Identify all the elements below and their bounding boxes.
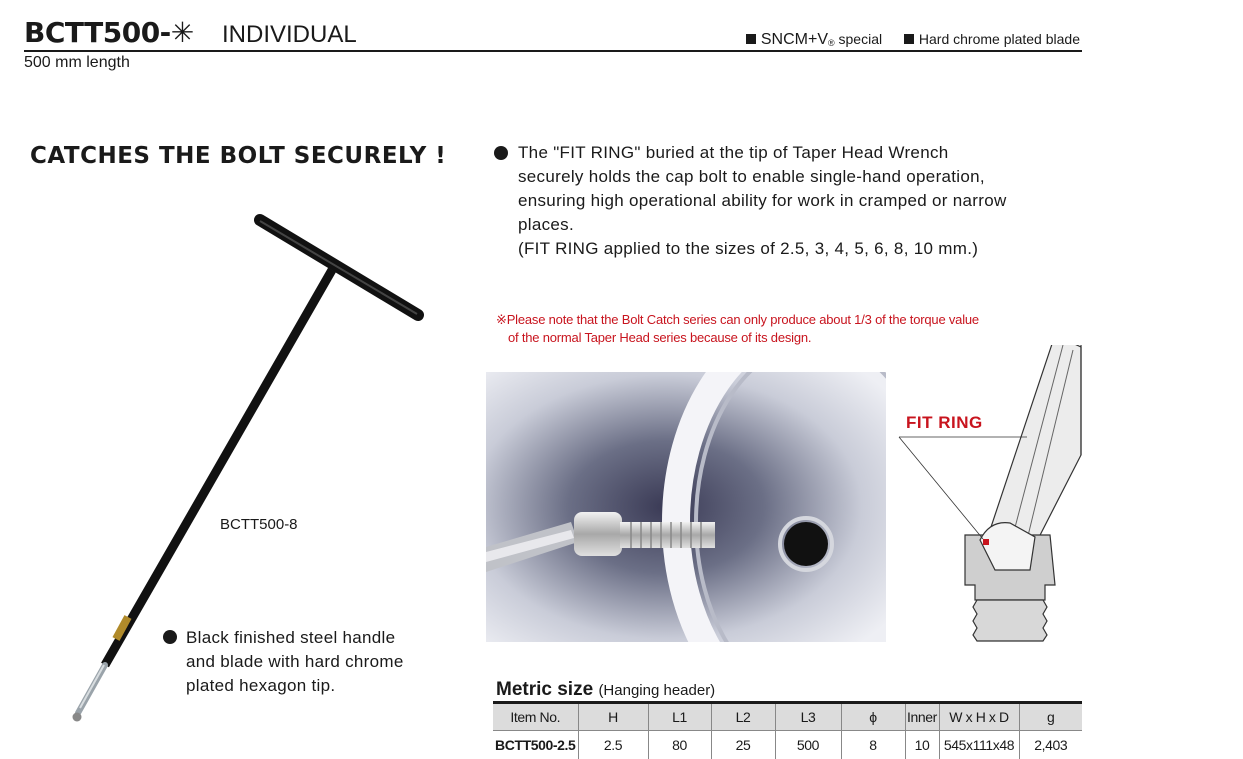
metric-size-title [496, 679, 715, 701]
table-cell: 2,403 [1019, 731, 1082, 759]
table-cell: 25 [711, 731, 775, 759]
description-line: The "FIT RING" buried at the tip of Taper Head Wrench [518, 143, 949, 162]
column-header: ϕ [841, 703, 905, 731]
note-line: ※Please note that the Bolt Catch series can only produce about 1/3 of the torque value [496, 312, 979, 327]
column-header: L3 [775, 703, 841, 731]
bullet-icon [494, 146, 508, 160]
finish-line: and blade with hard chrome [186, 652, 404, 671]
table-cell: 80 [648, 731, 711, 759]
square-bullet-icon [746, 34, 756, 44]
wrench-model-label: BCTT500-8 [220, 516, 298, 533]
table-cell: BCTT500-2.5 [493, 731, 578, 759]
bullet-icon [163, 630, 177, 644]
product-code: BCTT500-✳ [24, 16, 194, 49]
column-header: L2 [711, 703, 775, 731]
table-cell: 10 [905, 731, 939, 759]
fit-ring-diagram [895, 345, 1085, 645]
length-label: 500 mm length [24, 54, 130, 71]
table-header-row [493, 703, 1082, 731]
product-subtitle: INDIVIDUAL [222, 21, 357, 48]
finish-description [186, 626, 404, 698]
column-header: H [578, 703, 648, 731]
feature-list [746, 31, 1080, 49]
table-cell: 545x111x48 [939, 731, 1019, 759]
finish-line: plated hexagon tip. [186, 676, 336, 695]
column-header: Inner [905, 703, 939, 731]
column-header: L1 [648, 703, 711, 731]
metric-title-text: Metric size [496, 679, 594, 700]
description-line: (FIT RING applied to the sizes of 2.5, 3, 4, 5, 6, 8, 10 mm.) [518, 239, 979, 258]
finish-line: Black finished steel handle [186, 628, 396, 647]
description-line: securely holds the cap bolt to enable single-hand operation, [518, 167, 985, 186]
fit-ring-label: FIT RING [906, 413, 983, 432]
fit-ring-description [518, 141, 1098, 261]
metric-subtitle: (Hanging header) [598, 682, 716, 699]
table-cell: 500 [775, 731, 841, 759]
torque-note [496, 311, 979, 347]
note-line: of the normal Taper Head series because of its design. [508, 330, 812, 345]
bolt-catch-photo [486, 372, 886, 642]
registered-mark: ® [827, 38, 835, 48]
column-header: Item No. [493, 703, 578, 731]
table-cell: 8 [841, 731, 905, 759]
column-header: g [1019, 703, 1082, 731]
description-line: ensuring high operational ability for work in cramped or narrow [518, 191, 1007, 210]
spec-table [493, 701, 1082, 759]
headline: CATCHES THE BOLT SECURELY ! [30, 143, 447, 169]
page-header [24, 14, 1082, 52]
feature-material: SNCM+V [760, 31, 828, 48]
table-cell: 2.5 [578, 731, 648, 759]
description-line: places. [518, 215, 574, 234]
square-bullet-icon [904, 34, 914, 44]
column-header: W x H x D [939, 703, 1019, 731]
feature-material-suffix: special [838, 31, 883, 47]
feature-blade: Hard chrome plated blade [918, 31, 1080, 47]
table-row [493, 731, 1082, 759]
